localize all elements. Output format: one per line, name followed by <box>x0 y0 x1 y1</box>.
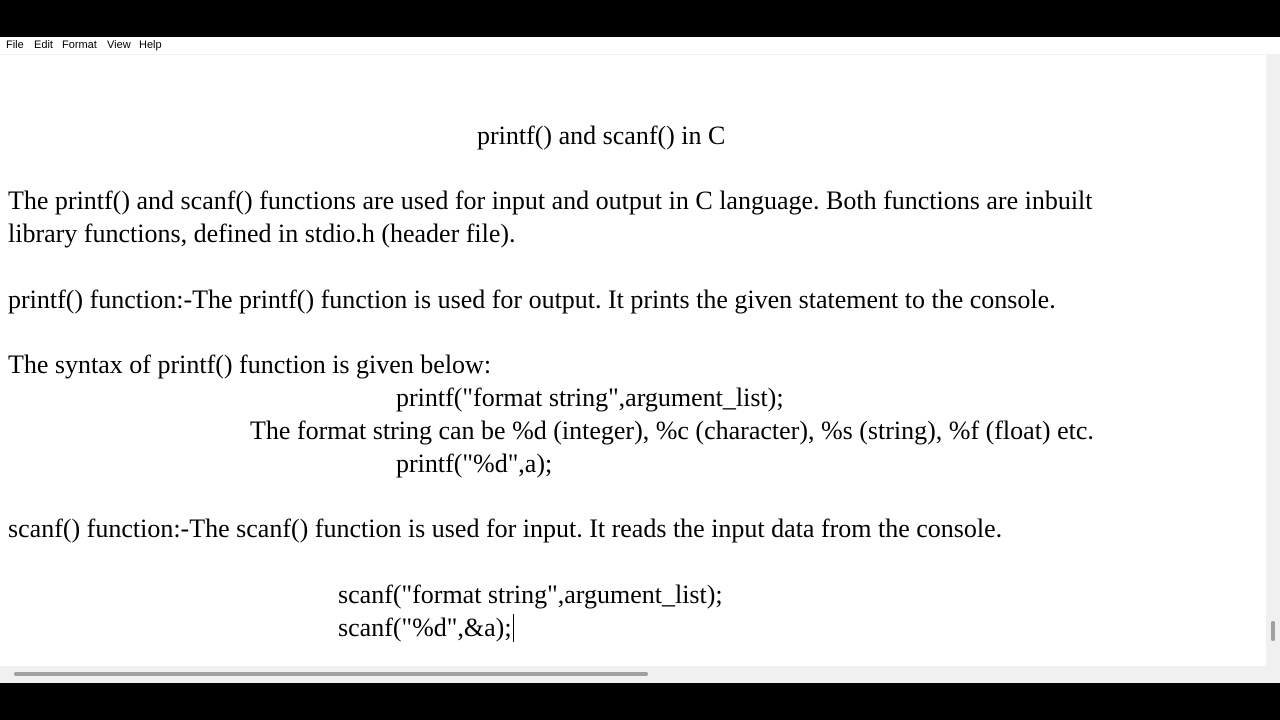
text-caret <box>513 614 514 642</box>
doc-line-format-specifiers: The format string can be %d (integer), %c (character), %s (string), %f (float) etc. <box>250 416 1094 445</box>
menu-help[interactable]: Help <box>139 39 162 51</box>
doc-title: printf() and scanf() in C <box>477 121 726 150</box>
notepad-window <box>0 37 1280 683</box>
doc-line-intro-2: library functions, defined in stdio.h (header file). <box>8 219 516 248</box>
doc-line-printf-example: printf("%d",a); <box>396 449 553 478</box>
doc-line-scanf-syntax: scanf("format string",argument_list); <box>338 580 723 609</box>
scrollbar-corner <box>1266 666 1280 683</box>
menu-view[interactable]: View <box>107 39 131 51</box>
doc-line-scanf-example-wrap <box>338 613 514 643</box>
menu-format[interactable]: Format <box>62 39 97 51</box>
menu-bar <box>0 37 1280 55</box>
doc-line-scanf-desc: scanf() function:-The scanf() function is used for input. It reads the input data from the console. <box>8 514 1003 543</box>
doc-line-syntax-heading: The syntax of printf() function is given below: <box>8 350 492 379</box>
doc-line-printf-syntax: printf("format string",argument_list); <box>396 383 784 412</box>
doc-line-scanf-example: scanf("%d",&a); <box>338 613 512 642</box>
text-editor-area[interactable] <box>0 55 1266 666</box>
vertical-scrollbar[interactable] <box>1266 55 1280 666</box>
vertical-scroll-thumb[interactable] <box>1271 621 1275 641</box>
horizontal-scroll-thumb[interactable] <box>14 672 648 676</box>
bottom-letterbox <box>0 683 1280 720</box>
top-letterbox <box>0 0 1280 37</box>
menu-file[interactable]: File <box>6 39 24 51</box>
doc-line-intro-1: The printf() and scanf() functions are used for input and output in C language. Both functions are inbuilt <box>8 186 1093 215</box>
menu-edit[interactable]: Edit <box>34 39 53 51</box>
horizontal-scrollbar[interactable] <box>0 666 1266 683</box>
doc-line-printf-desc: printf() function:-The printf() function is used for output. It prints the given statement to the console. <box>8 285 1056 314</box>
